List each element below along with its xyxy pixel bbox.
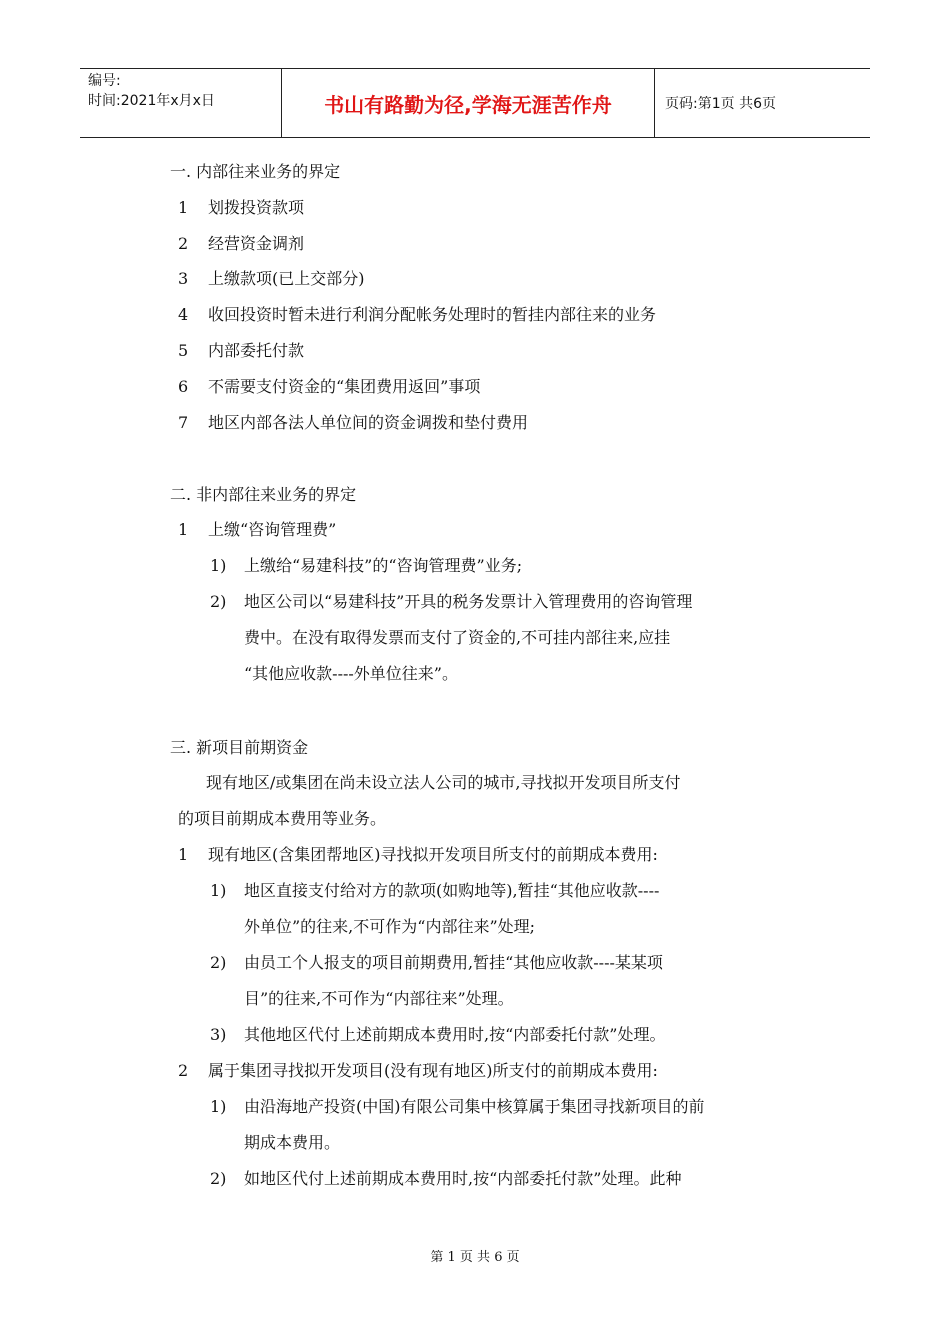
list-item: 2 经营资金调剂	[178, 234, 305, 253]
list-item: 2 属于集团寻找拟开发项目(没有现有地区)所支付的前期成本费用:	[178, 1061, 658, 1080]
time-label: 时间:2021年x月x日	[88, 93, 215, 109]
sub-item-continuation: 期成本费用。	[244, 1133, 341, 1152]
list-item: 5 内部委托付款	[178, 341, 305, 360]
sub-item: 1) 地区直接支付给对方的款项(如购地等),暂挂“其他应收款----	[210, 881, 660, 900]
list-item: 1 上缴“咨询管理费”	[178, 520, 337, 539]
section1-title: 一. 内部往来业务的界定	[170, 162, 341, 181]
section3-title: 三. 新项目前期资金	[170, 738, 309, 757]
list-item: 7 地区内部各法人单位间的资金调拨和垫付费用	[178, 413, 529, 432]
section2-title: 二. 非内部往来业务的界定	[170, 485, 357, 504]
paragraph-line: 现有地区/或集团在尚未设立法人公司的城市,寻找拟开发项目所支付	[206, 773, 681, 792]
sub-item: 2) 由员工个人报支的项目前期费用,暂挂“其他应收款----某某项	[210, 953, 663, 972]
header-meta	[80, 69, 282, 137]
list-item: 4 收回投资时暂未进行利润分配帐务处理时的暂挂内部往来的业务	[178, 305, 657, 324]
sub-item-continuation: “其他应收款----外单位往来”。	[244, 664, 458, 683]
sub-item-continuation: 目”的往来,不可作为“内部往来”处理。	[244, 989, 514, 1008]
header-page-info: 页码:第1页 共6页	[665, 96, 776, 112]
sub-item-continuation: 费中。在没有取得发票而支付了资金的,不可挂内部往来,应挂	[244, 628, 671, 647]
sub-item: 3) 其他地区代付上述前期成本费用时,按“内部委托付款”处理。	[210, 1025, 666, 1044]
paragraph-line: 的项目前期成本费用等业务。	[178, 809, 387, 828]
page-header	[80, 68, 870, 138]
list-item: 1 现有地区(含集团帮地区)寻找拟开发项目所支付的前期成本费用:	[178, 845, 658, 864]
sub-item: 1) 上缴给“易建科技”的“咨询管理费”业务;	[210, 556, 523, 575]
sub-item: 2) 如地区代付上述前期成本费用时,按“内部委托付款”处理。此种	[210, 1169, 682, 1188]
list-item: 6 不需要支付资金的“集团费用返回”事项	[178, 377, 481, 396]
header-motto: 书山有路勤为径,学海无涯苦作舟	[282, 69, 655, 137]
serial-label: 编号:	[88, 73, 121, 89]
list-item: 1 划拨投资款项	[178, 198, 305, 217]
list-item: 3 上缴款项(已上交部分)	[178, 269, 365, 288]
sub-item-continuation: 外单位”的往来,不可作为“内部往来”处理;	[244, 917, 536, 936]
sub-item: 2) 地区公司以“易建科技”开具的税务发票计入管理费用的咨询管理	[210, 592, 693, 611]
page-footer: 第 1 页 共 6 页	[430, 1250, 520, 1265]
sub-item: 1) 由沿海地产投资(中国)有限公司集中核算属于集团寻找新项目的前	[210, 1097, 705, 1116]
